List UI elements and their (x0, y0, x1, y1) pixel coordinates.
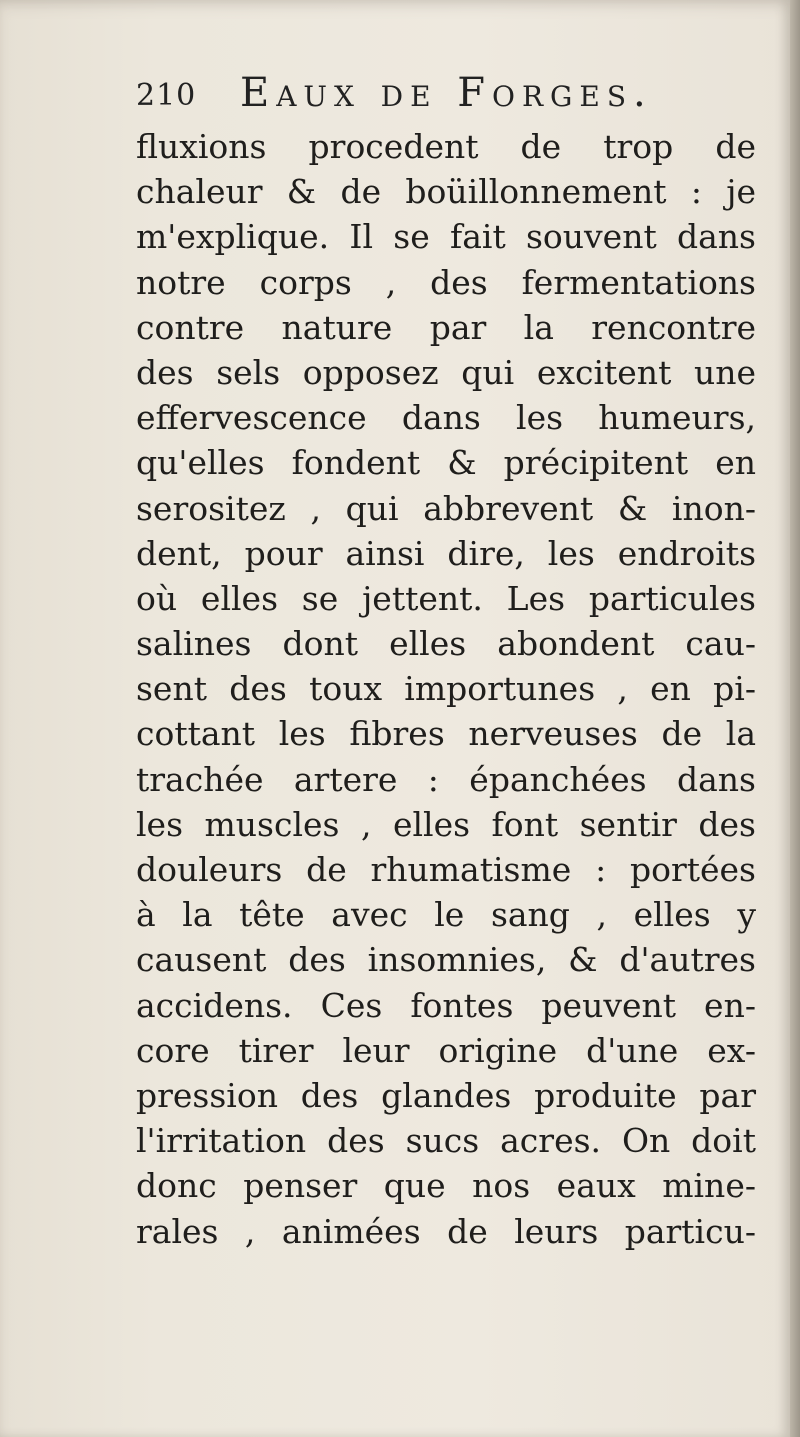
text-line: sent des toux importunes , en pi- (136, 669, 756, 709)
text-line: où elles se jettent. Les particules (136, 578, 756, 618)
text-line: accidens. Ces fontes peuvent en- (136, 985, 756, 1025)
page-edge (790, 0, 800, 1437)
text-line: notre corps , des fermentations (136, 262, 756, 302)
text-line: à la tête avec le sang , elles y (136, 895, 756, 935)
text-line: salines dont elles abondent cau- (136, 624, 756, 664)
text-line: l'irritation des sucs acres. On doit (136, 1121, 756, 1161)
text-line: des sels opposez qui excitent une (136, 352, 756, 392)
running-head: Eaux de Forges. (240, 70, 653, 116)
text-line: causent des insomnies, & d'autres (136, 940, 756, 980)
text-line: core tirer leur origine d'une ex- (136, 1030, 756, 1070)
text-line: fluxions procedent de trop de (136, 127, 756, 166)
text-line: m'explique. Il se fait souvent dans (136, 217, 756, 257)
text-line: serositez , qui abbrevent & inon- (136, 488, 756, 528)
body-text (136, 124, 756, 1254)
text-line: les muscles , elles font sentir des (136, 804, 756, 844)
text-line: rales , animées de leurs particu- (136, 1211, 756, 1251)
page-number: 210 (136, 78, 197, 113)
text-line: donc penser que nos eaux mine- (136, 1166, 756, 1206)
text-line: pression des glandes produite par (136, 1075, 756, 1115)
page-header (136, 70, 676, 122)
text-line: trachée artere : épanchées dans (136, 759, 756, 799)
text-line: effervescence dans les humeurs, (136, 398, 756, 438)
text-line: qu'elles fondent & précipitent en (136, 443, 756, 483)
text-line: cottant les fibres nerveuses de la (136, 714, 756, 754)
text-line: douleurs de rhumatisme : portées (136, 850, 756, 889)
text-line: contre nature par la rencontre (136, 307, 756, 347)
text-line: chaleur & de boüillonnement : je (136, 172, 756, 212)
text-line: dent, pour ainsi dire, les endroits (136, 533, 756, 573)
